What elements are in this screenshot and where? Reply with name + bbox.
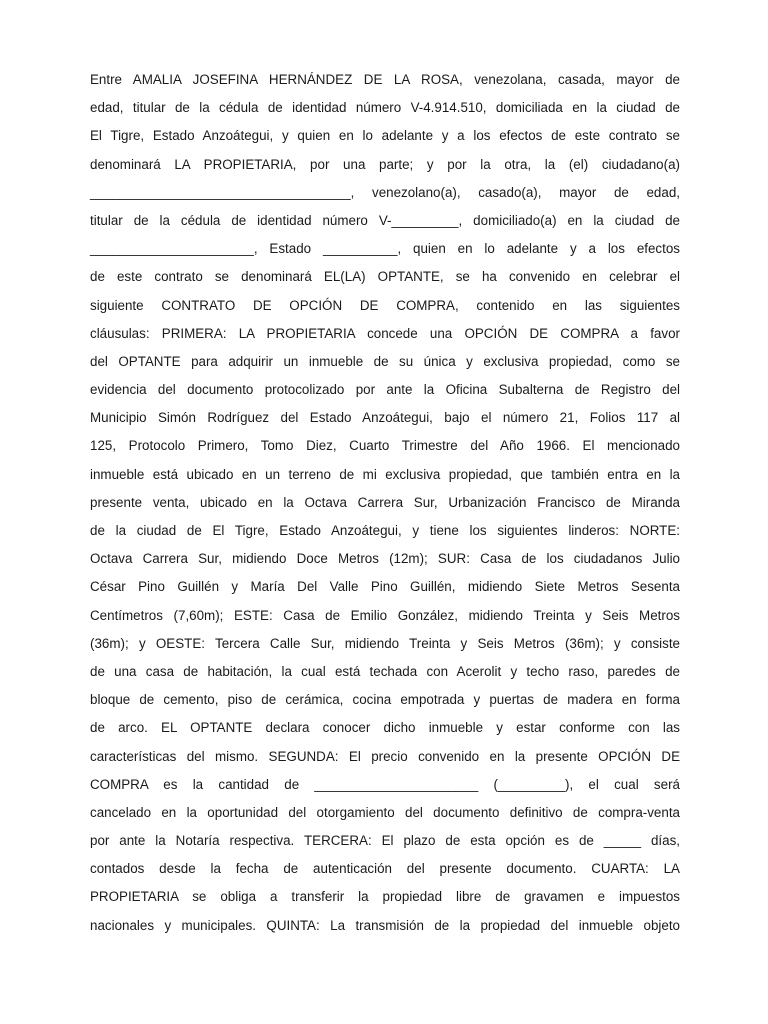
- text-line: 125, Protocolo Primero, Tomo Diez, Cuarto Trimestre del Año 1966. El mencionado: [90, 438, 680, 454]
- document-page: [90, 66, 680, 940]
- text-line: Centímetros (7,60m); ESTE: Casa de Emilio González, midiendo Treinta y Seis Metros: [90, 607, 680, 623]
- text-line: del OPTANTE para adquirir un inmueble de su única y exclusiva propiedad, como se: [90, 353, 680, 369]
- contract-paragraph: [90, 66, 680, 940]
- text-line: El Tigre, Estado Anzoátegui, y quien en lo adelante y a los efectos de este contrato se: [90, 128, 680, 144]
- text-line: edad, titular de la cédula de identidad número V-4.914.510, domiciliada en la ciudad de: [90, 100, 680, 116]
- text-line: de arco. EL OPTANTE declara conocer dicho inmueble y estar conforme con las: [90, 720, 680, 736]
- text-line: de este contrato se denominará EL(LA) OPTANTE, se ha convenido en celebrar el: [90, 269, 680, 285]
- text-line: contados desde la fecha de autenticación del presente documento. CUARTA: LA: [90, 861, 680, 877]
- text-line: (36m); y OESTE: Tercera Calle Sur, midiendo Treinta y Seis Metros (36m); y consiste: [90, 635, 680, 651]
- text-line: PROPIETARIA se obliga a transferir la propiedad libre de gravamen e impuestos: [90, 889, 680, 905]
- text-line: COMPRA es la cantidad de ______________________ (_________), el cual será: [90, 776, 680, 792]
- text-line: Entre AMALIA JOSEFINA HERNÁNDEZ DE LA ROSA, venezolana, casada, mayor de: [90, 72, 680, 87]
- text-line: denominará LA PROPIETARIA, por una parte; y por la otra, la (el) ciudadano(a): [90, 156, 680, 172]
- text-line: evidencia del documento protocolizado por ante la Oficina Subalterna de Registro del: [90, 382, 680, 398]
- text-line: cláusulas: PRIMERA: LA PROPIETARIA concede una OPCIÓN DE COMPRA a favor: [90, 325, 680, 341]
- text-line: de la ciudad de El Tigre, Estado Anzoátegui, y tiene los siguientes linderos: NORTE:: [90, 523, 680, 538]
- text-line: de una casa de habitación, la cual está techada con Acerolit y techo raso, paredes de: [90, 663, 680, 679]
- text-line: siguiente CONTRATO DE OPCIÓN DE COMPRA, contenido en las siguientes: [90, 297, 680, 313]
- text-line: Municipio Simón Rodríguez del Estado Anzoátegui, bajo el número 21, Folios 117 al: [90, 410, 680, 426]
- text-line: Octava Carrera Sur, midiendo Doce Metros (12m); SUR: Casa de los ciudadanos Julio: [90, 551, 680, 567]
- text-line: cancelado en la oportunidad del otorgamiento del documento definitivo de compra-venta: [90, 804, 680, 820]
- text-line: titular de la cédula de identidad número V-_________, domiciliado(a) en la ciudad de: [90, 212, 680, 228]
- text-line: bloque de cemento, piso de cerámica, cocina empotrada y puertas de madera en forma: [90, 692, 680, 708]
- text-line: César Pino Guillén y María Del Valle Pino Guillén, midiendo Siete Metros Sesenta: [90, 579, 680, 595]
- text-line: ___________________________________, venezolano(a), casado(a), mayor de edad,: [90, 184, 680, 200]
- text-line: inmueble está ubicado en un terreno de mi exclusiva propiedad, que también entra en la: [90, 466, 680, 482]
- text-line: características del mismo. SEGUNDA: El precio convenido en la presente OPCIÓN DE: [90, 748, 680, 764]
- text-line: ______________________, Estado __________, quien en lo adelante y a los efectos: [90, 241, 680, 257]
- text-line: por ante la Notaría respectiva. TERCERA: El plazo de esta opción es de _____ días,: [90, 833, 680, 849]
- text-line: nacionales y municipales. QUINTA: La transmisión de la propiedad del inmueble objeto: [90, 917, 680, 933]
- text-line: presente venta, ubicado en la Octava Carrera Sur, Urbanización Francisco de Miranda: [90, 494, 680, 510]
